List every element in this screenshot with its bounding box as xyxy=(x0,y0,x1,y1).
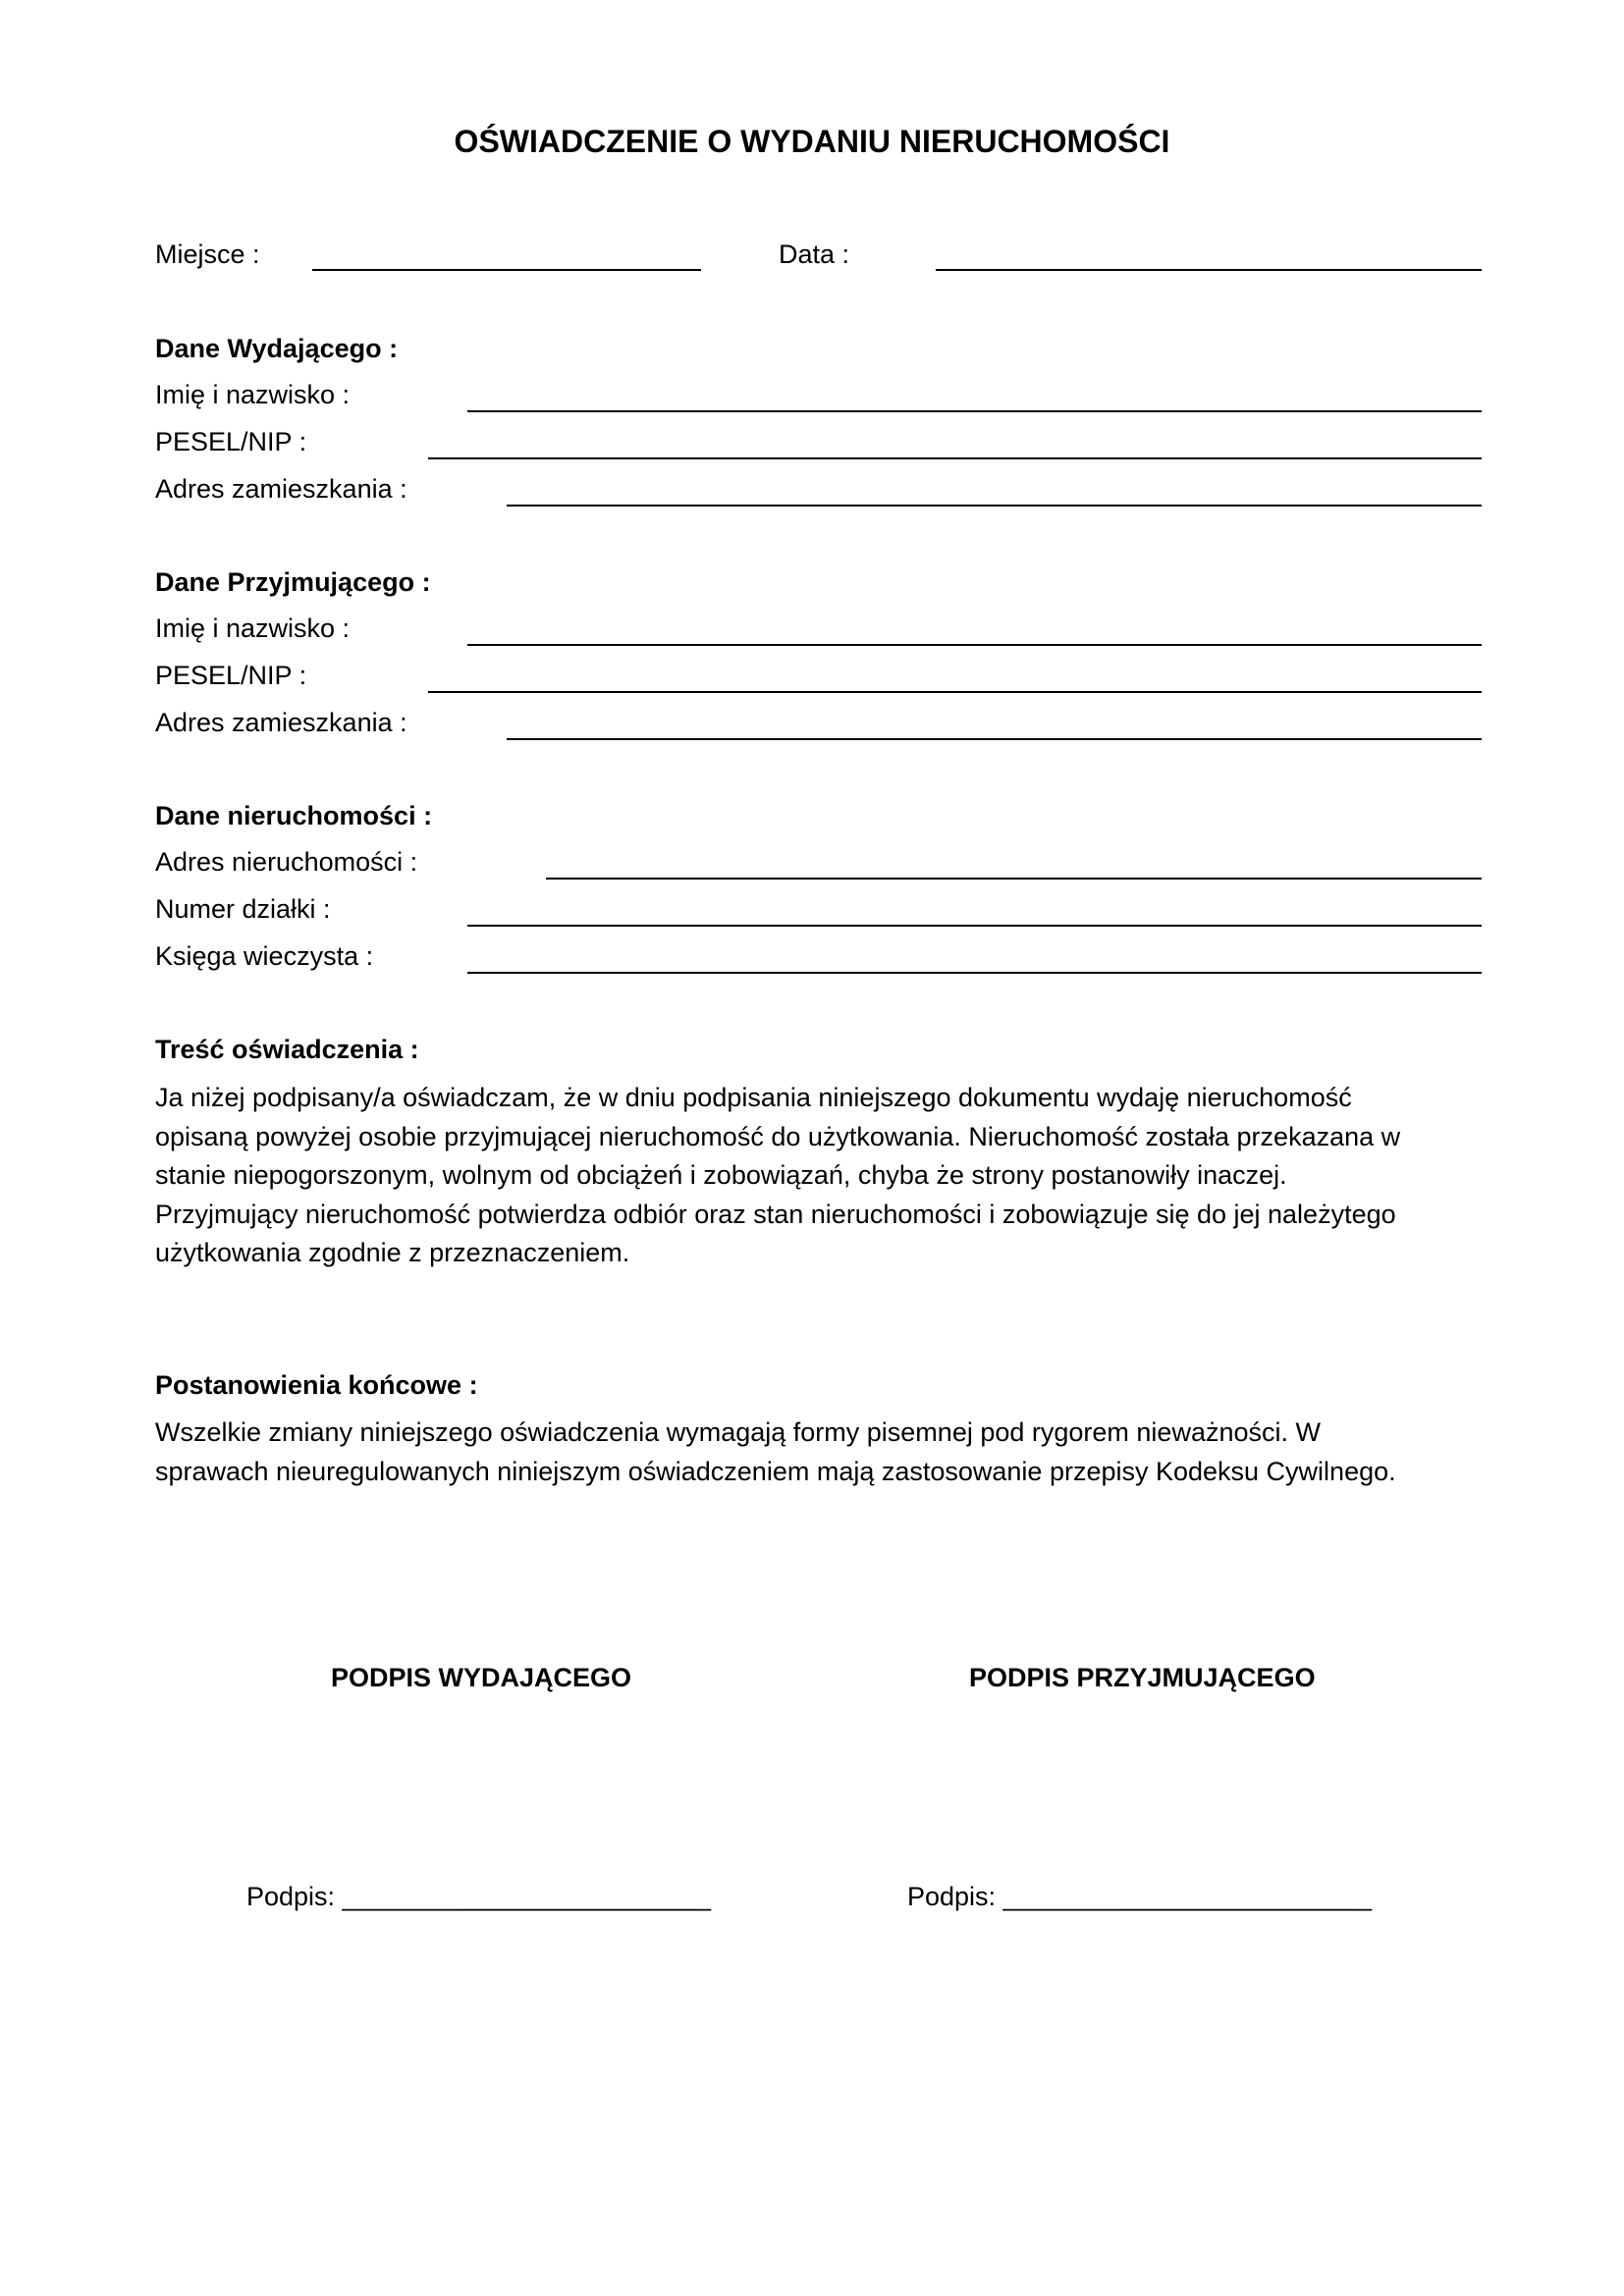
receiver-signature-field[interactable]: Podpis: _________________________ xyxy=(907,1882,1372,1911)
issuer-signature-field[interactable]: Podpis: _________________________ xyxy=(246,1882,711,1911)
land-register-field[interactable] xyxy=(467,972,1482,974)
issuer-pesel-field[interactable] xyxy=(428,457,1482,459)
statement-heading: Treść oświadczenia : xyxy=(155,1035,419,1064)
statement-line: opisaną powyżej osobie przyjmującej nieruchomość do użytkowania. Nieruchomość została przekazana w xyxy=(155,1121,1401,1151)
receiver-address-field[interactable] xyxy=(507,738,1482,740)
receiver-pesel-label: PESEL/NIP : xyxy=(155,661,307,690)
issuer-name-label: Imię i nazwisko : xyxy=(155,380,351,409)
statement-line: Ja niżej podpisany/a oświadczam, że w dniu podpisania niniejszego dokumentu wydaję nieruchomość xyxy=(155,1083,1352,1112)
plot-number-label: Numer działki : xyxy=(155,894,331,924)
receiver-name-field[interactable] xyxy=(467,644,1482,646)
receiver-address-label: Adres zamieszkania : xyxy=(155,708,407,737)
issuer-name-field[interactable] xyxy=(467,410,1482,412)
receiver-heading: Dane Przyjmującego : xyxy=(155,567,431,597)
property-heading: Dane nieruchomości : xyxy=(155,801,433,830)
statement-line: Przyjmujący nieruchomość potwierdza odbiór oraz stan nieruchomości i zobowiązuje się do jej należytego xyxy=(155,1199,1396,1229)
final-provisions-line: sprawach nieuregulowanych niniejszym oświadczeniem mają zastosowanie przepisy Kodeksu Cywilnego. xyxy=(155,1456,1396,1486)
statement-line: stanie niepogorszonym, wolnym od obciążeń i zobowiązań, chyba że strony postanowiły inaczej. xyxy=(155,1160,1287,1190)
date-label: Data : xyxy=(779,240,850,269)
receiver-pesel-field[interactable] xyxy=(428,691,1482,693)
issuer-pesel-label: PESEL/NIP : xyxy=(155,427,307,456)
final-provisions-text xyxy=(155,1414,1490,1491)
land-register-label: Księga wieczysta : xyxy=(155,941,374,971)
place-field[interactable] xyxy=(312,269,701,271)
date-field[interactable] xyxy=(936,269,1482,271)
issuer-signature-heading: PODPIS WYDAJĄCEGO xyxy=(331,1663,632,1692)
receiver-signature-heading: PODPIS PRZYJMUJĄCEGO xyxy=(969,1663,1316,1692)
property-address-field[interactable] xyxy=(546,878,1482,880)
plot-number-field[interactable] xyxy=(467,925,1482,927)
final-provisions-heading: Postanowienia końcowe : xyxy=(155,1370,478,1400)
issuer-heading: Dane Wydającego : xyxy=(155,334,399,363)
issuer-address-field[interactable] xyxy=(507,505,1482,507)
statement-line: użytkowania zgodnie z przeznaczeniem. xyxy=(155,1238,630,1267)
statement-text xyxy=(155,1079,1490,1273)
place-label: Miejsce : xyxy=(155,240,260,269)
issuer-address-label: Adres zamieszkania : xyxy=(155,474,407,504)
document-title: OŚWIADCZENIE O WYDANIU NIERUCHOMOŚCI xyxy=(454,124,1170,159)
final-provisions-line: Wszelkie zmiany niniejszego oświadczenia wymagają formy pisemnej pod rygorem nieważności. W xyxy=(155,1417,1321,1447)
property-address-label: Adres nieruchomości : xyxy=(155,847,418,877)
receiver-name-label: Imię i nazwisko : xyxy=(155,614,351,643)
